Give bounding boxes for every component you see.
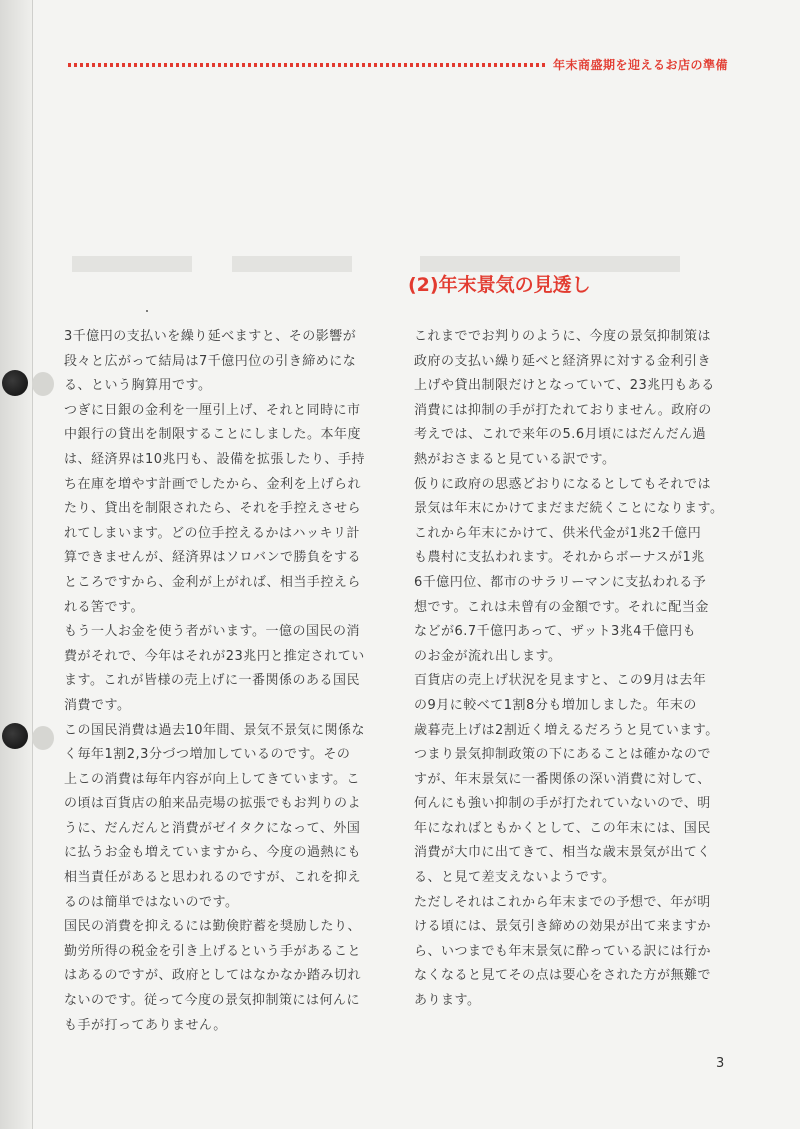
- text-line: つぎに日銀の金利を一厘引上げ、それと同時に市: [64, 402, 361, 418]
- text-line: 費がそれで、今年はそれが23兆円と推定されてい: [64, 648, 365, 664]
- text-line: つまり景気抑制政策の下にあることは確かなので: [414, 747, 712, 763]
- text-line: ち在庫を増やす計画でしたから、金利を上げられ: [64, 476, 362, 492]
- text-line: 国民の消費を抑えるには勤倹貯蓄を奨励したり、: [64, 919, 362, 935]
- text-line: ける頃には、景気引き締めの効果が出て来ますか: [414, 919, 712, 935]
- text-line: これから年末にかけて、供米代金が1兆2千億円: [414, 525, 702, 541]
- text-line: ます。これが皆様の売上げに一番関係のある国民: [64, 673, 360, 689]
- text-line: 消費には抑制の手が打たれておりません。政府の: [414, 402, 712, 418]
- text-line: は、経済界は10兆円も、設備を拡張したり、手持: [64, 451, 366, 467]
- text-line: うに、だんだんと消費がゼイタクになって、外国: [64, 820, 361, 836]
- text-line: 段々と広がって結局は7千億円位の引き締めにな: [64, 353, 357, 369]
- text-line: ただしそれはこれから年末までの予想で、年が明: [414, 894, 711, 910]
- text-line: ないのです。従って今度の景気抑制策には何んに: [64, 993, 360, 1009]
- punch-hole-shadow: [32, 372, 54, 396]
- text-line: なくなると見てその点は要心をされた方が無難で: [414, 968, 712, 984]
- text-line: 3千億円の支払いを繰り延べますと、その影響が: [64, 329, 357, 344]
- text-line: 相当責任があると思われるのですが、これを抑え: [64, 870, 362, 886]
- text-line: 歳暮売上げは2割近く増えるだろうと見ています。: [414, 722, 719, 738]
- text-line: れてしまいます。どの位手控えるかはハッキリ計: [64, 525, 360, 541]
- text-line: 仮りに政府の思惑どおりになるとしてもそれでは: [414, 476, 712, 492]
- text-line: も農村に支払われます。それからボーナスが1兆: [414, 550, 705, 566]
- text-line: も手が打ってありません。: [64, 1017, 227, 1033]
- text-line: 算できませんが、経済界はソロバンで勝負をする: [64, 550, 362, 566]
- text-line: の9月に較べて1割8分も増加しました。年末の: [414, 697, 697, 713]
- text-line: る、という胸算用です。: [64, 378, 212, 394]
- punch-hole-top: [2, 370, 28, 396]
- text-line: この国民消費は過去10年間、景気不景気に関係な: [64, 722, 366, 738]
- text-line: 年になればともかくとして、この年末には、国民: [414, 820, 711, 836]
- show-through-block: [232, 256, 352, 272]
- speck: [146, 310, 148, 312]
- text-line: 百貨店の売上げ状況を見ますと、この9月は去年: [414, 673, 707, 689]
- text-line: 熱がおさまると見ている訳です。: [414, 451, 616, 467]
- punch-hole-bottom: [2, 723, 28, 749]
- show-through-block: [72, 256, 192, 272]
- right-text-column: [414, 325, 744, 1014]
- page-number: 3: [716, 1056, 725, 1071]
- text-line: はあるのですが、政府としてはなかなか踏み切れ: [64, 968, 362, 984]
- text-line: 景気は年末にかけてまだまだ続くことになります。: [414, 501, 724, 517]
- text-line: 政府の支払い繰り延べと経済界に対する金利引き: [414, 353, 712, 369]
- text-line: に払うお金も増えていますから、今度の過熱にも: [64, 845, 362, 861]
- text-line: 消費が大巾に出てきて、相当な歳末景気が出てく: [414, 845, 711, 861]
- text-line: 上げや貸出制限だけとなっていて、23兆円もある: [414, 378, 715, 394]
- text-line: れる筈です。: [64, 599, 144, 615]
- text-line: ら、いつまでも年末景気に酔っている訳には行か: [414, 943, 712, 959]
- text-line: 上この消費は毎年内容が向上してきています。こ: [64, 771, 360, 787]
- text-line: 消費です。: [64, 697, 131, 713]
- page-fold-line: [32, 0, 33, 1129]
- text-line: のお金が流れ出します。: [414, 648, 562, 664]
- punch-hole-shadow: [32, 726, 54, 750]
- left-text-column: [64, 325, 394, 1038]
- text-line: 勤労所得の税金を引き上げるという手があること: [64, 943, 362, 959]
- text-line: る、と見て差支えないようです。: [414, 870, 616, 886]
- running-header-title: 年末商盛期を迎えるお店の準備: [553, 58, 729, 72]
- text-line: などが6.7千億円あって、ザット3兆4千億円も: [414, 624, 697, 640]
- show-through-text: [96, 94, 756, 134]
- text-line: るのは簡単ではないのです。: [64, 894, 239, 910]
- text-line: 6千億円位、都市のサラリーマンに支払われる予: [414, 574, 707, 590]
- text-line: これまででお判りのように、今度の景気抑制策は: [414, 329, 712, 344]
- text-line: すが、年末景気に一番関係の深い消費に対して、: [414, 771, 711, 787]
- text-line: もう一人お金を使う者がいます。一億の国民の消: [64, 624, 360, 640]
- header-dotted-rule: [68, 63, 546, 67]
- text-line: く毎年1割2,3分づつ増加しているのです。その: [64, 747, 351, 763]
- page-left-margin: [0, 0, 32, 1129]
- text-line: 何んにも強い抑制の手が打たれていないので、明: [414, 796, 711, 812]
- text-line: ところですから、金利が上がれば、相当手控えら: [64, 574, 361, 590]
- text-line: の頃は百貨店の舶来品売場の拡張でもお判りのよ: [64, 796, 362, 812]
- text-line: 想です。これは未曾有の金額です。それに配当金: [414, 599, 709, 615]
- section-heading: (2)年末景気の見透し: [408, 274, 591, 296]
- text-line: たり、貸出を制限されたら、それを手控えさせら: [64, 501, 362, 517]
- text-line: あります。: [414, 993, 481, 1009]
- text-line: 中銀行の貸出を制限することにしました。本年度: [64, 427, 362, 443]
- text-line: 考えでは、これで来年の5.6月頃にはだんだん過: [414, 427, 707, 443]
